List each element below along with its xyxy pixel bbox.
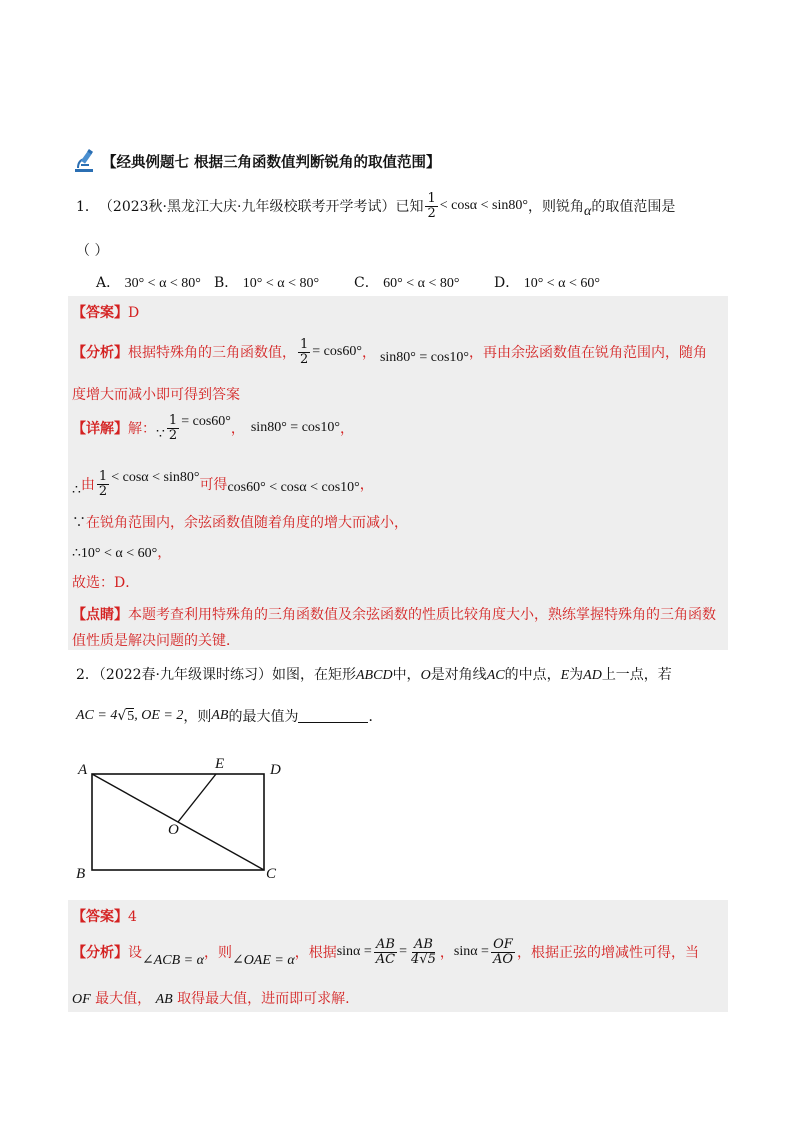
sin-alpha: sinα =: [336, 944, 372, 960]
fraction-ab-4root5: [409, 938, 438, 966]
analysis-text-c: ，根据: [294, 945, 337, 962]
therefore-symbol-2: ∴: [72, 545, 81, 561]
q1-paren: （ ）: [76, 243, 109, 259]
q1-detail-line3: [72, 512, 408, 532]
detail2-fraction-num: 1: [98, 469, 108, 484]
q2-given-ac: AC = 4: [76, 708, 118, 723]
q1-analysis: [72, 338, 707, 366]
q2-given-radicand: 5: [127, 708, 135, 724]
analysis-line2-b: 最大值，: [95, 991, 152, 1007]
q1-result: [72, 542, 171, 562]
q2-text-e: 为: [569, 667, 584, 683]
fraction-den: 4√5: [411, 951, 436, 967]
analysis-eq1: = cos60°: [312, 344, 362, 360]
q2-text-d: 的中点，: [504, 667, 561, 683]
analysis-text2: ，再由余弦函数值在锐角范围内，随角: [469, 345, 708, 362]
analysis-text: 根据特殊角的三角函数值，: [128, 345, 296, 362]
label-b: B: [76, 866, 86, 882]
label-e: E: [215, 756, 225, 772]
q2-abcd: ABCD: [356, 668, 393, 683]
q2-given-oe: , OE = 2: [134, 708, 184, 723]
q2-ac: AC: [486, 668, 505, 683]
q2-answer-blank[interactable]: [298, 710, 368, 723]
detail-ineq: < cosα < sin80°: [111, 470, 200, 486]
rectangle-diagram: [70, 754, 290, 886]
fraction-of-ao: [491, 938, 515, 966]
analysis-label: 【分析】: [72, 345, 128, 362]
detail-comma2: ，: [339, 421, 354, 438]
q2-analysis-line2: [72, 988, 350, 1008]
detail-line3-text: 在锐角范围内，余弦函数值随着角度的增大而减小，: [86, 515, 408, 531]
q2-text-2c: ．: [368, 709, 383, 725]
q1-point-line2: 值性质是解决问题的关键．: [72, 633, 240, 649]
detail-label: 【详解】: [72, 421, 128, 438]
detail-eq2: sin80° = cos10°: [250, 420, 340, 436]
analysis-text-b: ，则: [203, 945, 232, 962]
q2-given: AC = 4 √ 5 , OE = 2 ，则 AB 的最大值为 ．: [76, 708, 383, 725]
q1-point: [72, 604, 716, 624]
q2-figure: [70, 754, 290, 886]
fraction-den: AC: [375, 951, 396, 967]
result-ineq: 10° < α < 60°: [80, 546, 158, 561]
q1-choose: 故选：D．: [72, 575, 140, 591]
section-header: [72, 148, 441, 174]
section-title: 【经典例题七 根据三角函数值判断锐角的取值范围】: [102, 153, 441, 171]
q1-number: 1．: [76, 199, 99, 216]
detail-fraction-den: 2: [168, 427, 178, 443]
therefore-symbol: ∴: [72, 482, 81, 499]
q1-fraction-den: 2: [427, 205, 436, 221]
option-text: 60° < α < 80°: [383, 276, 460, 291]
detail-ineq2: cos60° < cosα < cos10°: [227, 480, 360, 496]
option-letter: B．: [214, 275, 239, 291]
q1-detail-line2: [72, 470, 374, 498]
detail-text: 解：: [128, 421, 156, 438]
fraction-num: AB: [375, 937, 395, 952]
angle-oae: ∠OAE = α: [231, 952, 295, 968]
option-letter: A．: [96, 275, 121, 291]
q2-answer: [72, 906, 137, 926]
q1-alpha: α: [583, 204, 592, 220]
q2-o: O: [420, 668, 431, 683]
option-text: 10° < α < 80°: [242, 276, 320, 291]
q2-text-b: 中，: [392, 667, 421, 683]
q2-text-c: 是对角线: [430, 667, 487, 683]
q2-number: 2．: [76, 667, 99, 683]
detail-eq1: = cos60°: [181, 414, 231, 430]
q2-ad: AD: [583, 668, 602, 683]
q1-inequality: < cosα < sin80°: [439, 198, 528, 214]
q2-text-f: 上一点，若: [601, 667, 672, 683]
option-letter: D．: [494, 275, 520, 291]
q1-source: （2023秋·黑龙江大庆·九年级校联考开学考试）已知: [98, 199, 424, 216]
analysis-comma: ，: [361, 345, 376, 362]
q2-e: E: [560, 668, 570, 683]
label-o: O: [168, 822, 179, 838]
microscope-icon: [72, 148, 98, 174]
label-d: D: [270, 762, 281, 778]
q1-option-a[interactable]: [96, 272, 201, 292]
q1-stem: [76, 192, 675, 220]
detail2-fraction: [97, 470, 109, 498]
sin-alpha-2: sinα =: [453, 944, 489, 960]
q2-analysis: [72, 938, 699, 966]
option-letter: C．: [354, 275, 379, 291]
fraction-ab-ac: [374, 938, 397, 966]
detail-get: 可得: [199, 477, 228, 494]
answer-value: D: [128, 305, 140, 321]
point-line1: 本题考查利用特殊角的三角函数值及余弦函数的性质比较角度大小，熟练掌握特殊角的三角函数: [128, 607, 716, 623]
analysis-comma: ，: [439, 945, 454, 962]
label-c: C: [266, 866, 277, 882]
analysis-fraction: [298, 338, 310, 366]
q1-analysis-line2: 度增大而减小即可得到答案: [72, 387, 240, 403]
q2-text: （2022春·九年级课时练习）如图，在矩形: [98, 667, 356, 683]
point-label: 【点睛】: [72, 607, 128, 623]
equals-sign: =: [399, 944, 408, 960]
q1-option-d[interactable]: [494, 272, 600, 292]
analysis-fraction-num: 1: [300, 337, 309, 352]
because-symbol: ∵: [156, 426, 165, 443]
answer-label: 【答案】: [72, 305, 128, 321]
q1-answer: [72, 302, 139, 322]
angle-acb: ∠ACB = α: [142, 952, 204, 968]
fraction-num: AB: [413, 937, 433, 952]
q1-fraction-num: 1: [427, 191, 436, 206]
because-symbol-2: ∵: [72, 515, 86, 531]
fraction-den: AO: [492, 951, 513, 967]
detail-comma3: ，: [359, 477, 374, 494]
analysis-text: 设: [128, 945, 142, 962]
analysis-fraction-den: 2: [300, 351, 309, 367]
ab-symbol: AB: [155, 992, 173, 1007]
q1-detail: [72, 414, 354, 442]
q1-fraction: [425, 192, 437, 220]
fraction-num: OF: [493, 937, 513, 952]
q1-tail: ，则锐角: [527, 199, 584, 216]
option-text: 30° < α < 80°: [124, 276, 201, 291]
analysis-eq2: sin80° = cos10°: [379, 350, 470, 366]
q1-tail2: 的取值范围是: [591, 199, 676, 216]
result-comma: ，: [157, 545, 172, 561]
q2-text-2b: 的最大值为: [228, 709, 299, 725]
answer-value: 4: [128, 909, 137, 925]
q2-stem: [76, 664, 672, 684]
option-text: 10° < α < 60°: [523, 276, 601, 291]
q2-ab: AB: [211, 708, 229, 723]
q2-text-2: ，则: [183, 709, 212, 725]
analysis-line2-d: 取得最大值，进而即可求解.: [177, 991, 350, 1007]
q1-option-c[interactable]: [354, 272, 460, 292]
detail-fraction-num: 1: [168, 413, 178, 428]
analysis-text-e: ，根据正弦的增减性可得，当: [517, 945, 699, 962]
answer-label: 【答案】: [72, 909, 128, 925]
detail-comma: ，: [230, 421, 245, 438]
label-a: A: [78, 762, 88, 778]
analysis-label: 【分析】: [72, 945, 128, 962]
of-symbol: OF: [72, 992, 91, 1007]
q1-option-b[interactable]: [214, 272, 319, 292]
detail-by: 由: [80, 477, 95, 494]
detail2-fraction-den: 2: [98, 483, 108, 499]
detail-fraction: [167, 414, 179, 442]
